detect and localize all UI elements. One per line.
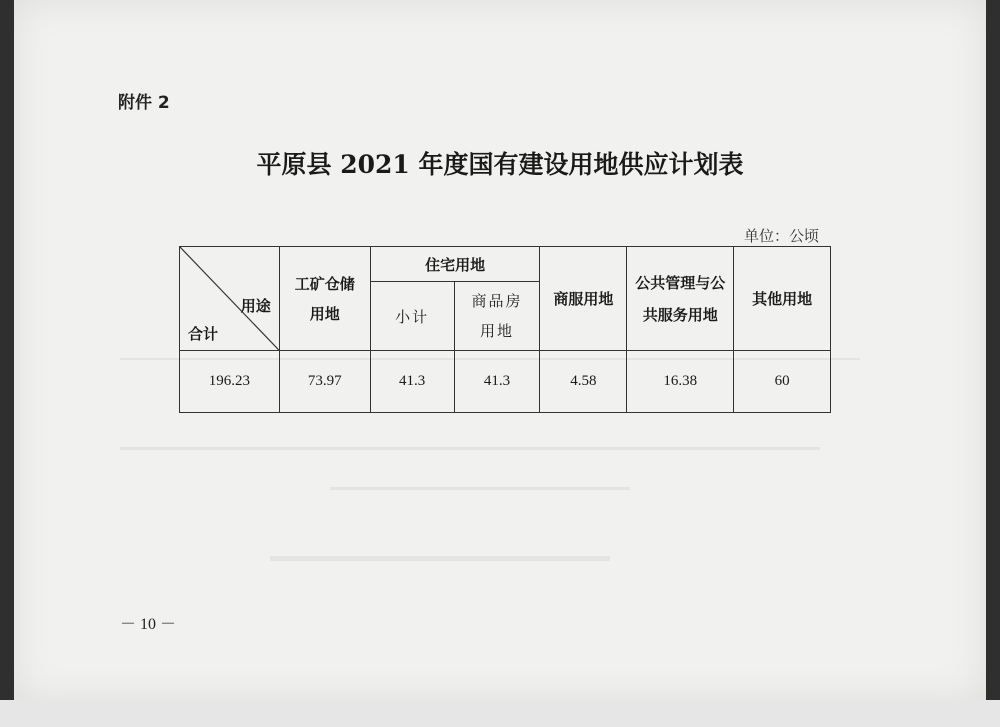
corner-usage-label: 用途: [240, 297, 271, 315]
cell-public: 16.38: [627, 351, 734, 413]
page-number: － 10 －: [120, 616, 177, 633]
scan-bottom-edge: [0, 700, 1000, 727]
cell-other: 60: [734, 351, 831, 413]
header-public: [627, 247, 734, 351]
corner-header-cell: [180, 247, 280, 351]
cell-commercial-housing: 41.3: [454, 351, 540, 413]
show-through-line: [330, 487, 630, 490]
cell-business: 4.58: [540, 351, 627, 413]
cell-industrial: 73.97: [279, 351, 370, 413]
header-public-text: 公共管理与公共服务用地: [635, 273, 726, 324]
header-residential-group: 住宅用地: [370, 247, 540, 282]
show-through-line: [120, 447, 820, 450]
header-industrial: [279, 247, 370, 351]
cell-total: 196.23: [180, 351, 280, 413]
unit-label: 单位：公顷: [744, 227, 820, 245]
corner-total-label: 合计: [188, 325, 219, 343]
show-through-line: [270, 556, 610, 561]
land-supply-table: [179, 246, 831, 413]
page-title: 平原县 2021 年度国有建设用地供应计划表: [256, 150, 744, 179]
table-row: [180, 351, 831, 413]
header-commercial-housing: [454, 282, 540, 351]
header-other: 其他用地: [734, 247, 831, 351]
header-industrial-text: 工矿仓储用地: [294, 274, 355, 323]
header-business: 商服用地: [540, 247, 627, 351]
header-commercial-housing-text: 商品房用地: [471, 292, 523, 340]
attachment-label: 附件 2: [118, 93, 170, 113]
header-subtotal: 小计: [370, 282, 454, 351]
cell-subtotal: 41.3: [370, 351, 454, 413]
